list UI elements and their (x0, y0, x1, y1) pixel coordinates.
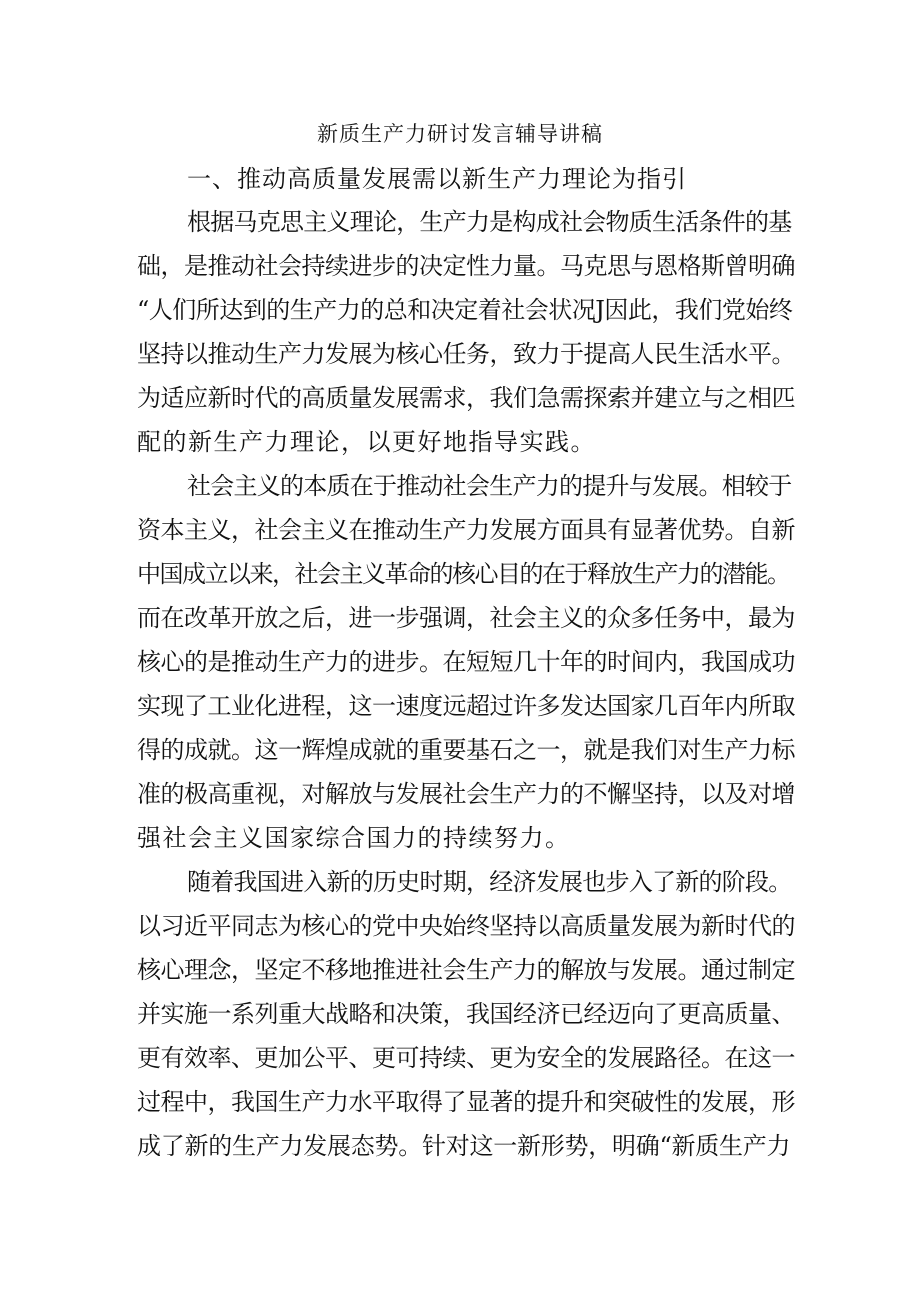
paragraph-line: 核心理念，坚定不移地推进社会生产力的解放与发展。通过制定 (137, 956, 795, 984)
paragraph-line: 核心的是推动生产力的进步。在短短几十年的时间内，我国成功 (137, 648, 795, 676)
paragraph-line: 得的成就。这一辉煌成就的重要基石之一，就是我们对生产力标 (137, 736, 795, 764)
paragraph-line: 实现了工业化进程，这一速度远超过许多发达国家几百年内所取 (137, 692, 795, 720)
paragraph-line: 准的极高重视，对解放与发展社会生产力的不懈坚持，以及对增 (137, 780, 795, 808)
paragraph-line: 资本主义，社会主义在推动生产力发展方面具有显著优势。自新 (137, 516, 795, 544)
paragraph-line: 中国成立以来，社会主义革命的核心目的在于释放生产力的潜能。 (137, 560, 790, 588)
paragraph-line: 过程中，我国生产力水平取得了显著的提升和突破性的发展，形 (137, 1088, 795, 1116)
paragraph-line: 社会主义的本质在于推动社会生产力的提升与发展。相较于 (187, 472, 792, 500)
paragraph-line: 为适应新时代的高质量发展需求，我们急需探索并建立与之相匹 (137, 384, 795, 412)
paragraph-line: 成了新的生产力发展态势。针对这一新形势，明确“新质生产力 (137, 1132, 791, 1160)
paragraph-line: 并实施一系列重大战略和决策，我国经济已经迈向了更高质量、 (137, 1000, 795, 1028)
paragraph-line: 配的新生产力理论，以更好地指导实践。 (137, 428, 596, 456)
paragraph-line: 础，是推动社会持续进步的决定性力量。马克思与恩格斯曾明确 (137, 252, 795, 280)
paragraph-line: 以习近平同志为核心的党中央始终坚持以高质量发展为新时代的 (137, 912, 795, 940)
paragraph-line: “人们所达到的生产力的总和决定着社会状况J因此，我们党始终 (137, 296, 793, 324)
paragraph-line: 随着我国进入新的历史时期，经济发展也步入了新的阶段。 (187, 868, 792, 896)
section-heading: 一、推动高质量发展需以新生产力理论为指引 (187, 165, 687, 193)
paragraph-line: 更有效率、更加公平、更可持续、更为安全的发展路径。在这一 (137, 1044, 795, 1072)
document-title: 新质生产力研讨发言辅导讲稿 (317, 122, 603, 146)
paragraph-line: 强社会主义国家综合国力的持续努力。 (137, 824, 571, 852)
paragraph-line: 而在改革开放之后，进一步强调，社会主义的众多任务中，最为 (137, 604, 795, 632)
paragraph-line: 坚持以推动生产力发展为核心任务，致力于提高人民生活水平。 (137, 340, 795, 368)
paragraph-line: 根据马克思主义理论，生产力是构成社会物质生活条件的基 (187, 208, 792, 236)
